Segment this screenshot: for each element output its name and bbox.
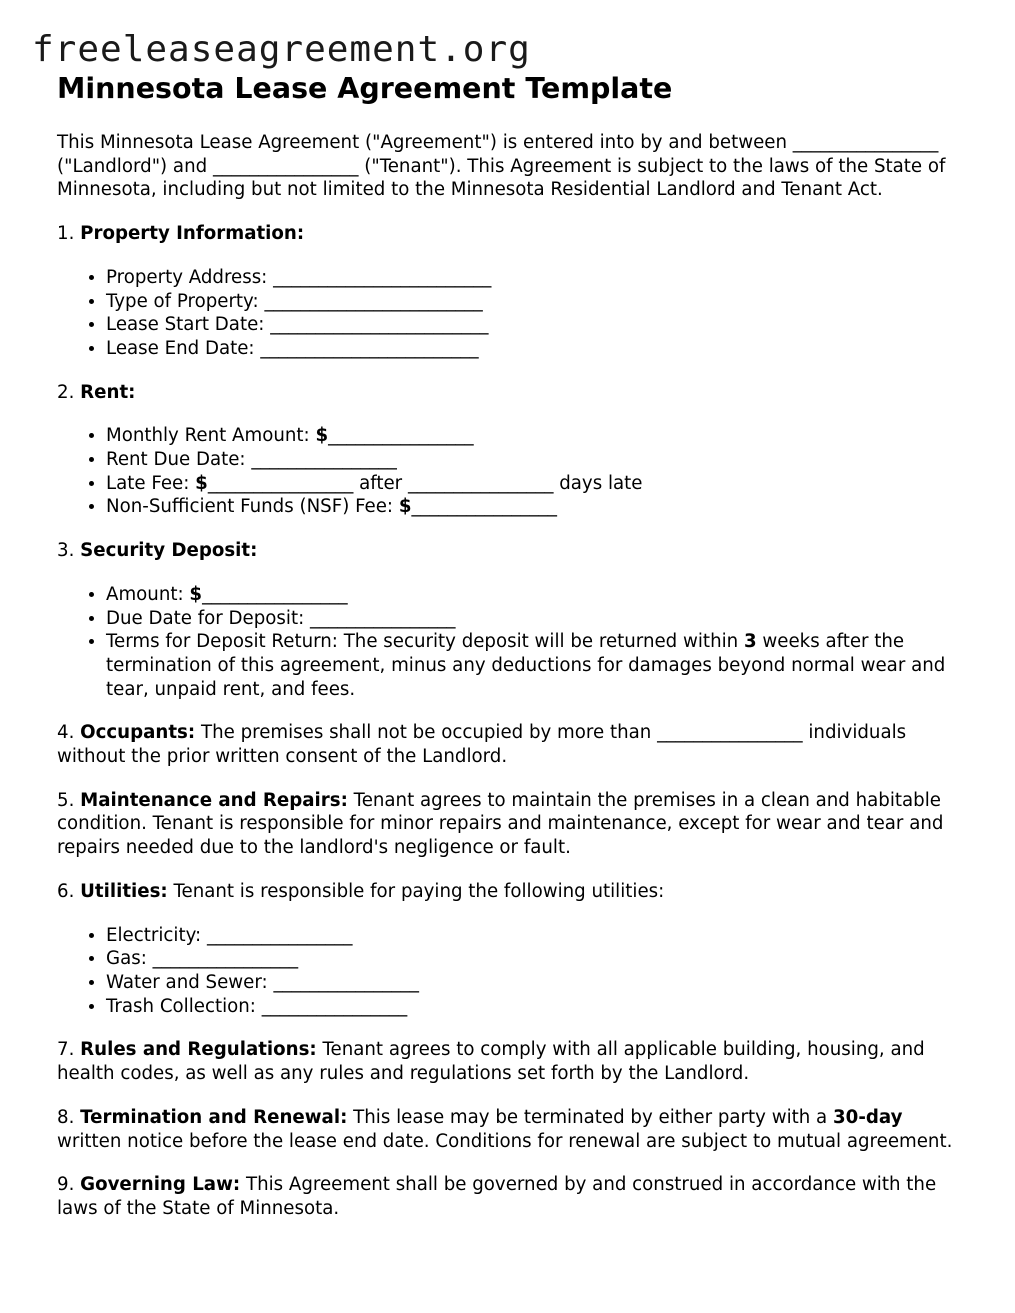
intro-paragraph: This Minnesota Lease Agreement ("Agreement") is entered into by and between ________________ ("Landlord") and ________________ ("Tenant"). This Agreement is subject to the laws of the State of Minnesota, including but not limited to the Minnesota Residential Landlord and Tenant Act. [57, 132, 946, 201]
section-heading: Rules and Regulations: [80, 1039, 317, 1061]
water-sewer-blank[interactable]: ________________ [273, 971, 419, 993]
rent-list [57, 424, 967, 519]
site-watermark: freeleaseagreement.org [32, 29, 531, 70]
electricity-blank[interactable]: ________________ [206, 924, 353, 946]
section-heading: Security Deposit: [80, 540, 258, 562]
list-item: • Non-Sufficient Funds (NSF) Fee: $________________ [106, 495, 967, 519]
section-security-deposit: 3. Security Deposit: [57, 540, 258, 562]
list-item: • Type of Property: ________________________ [106, 290, 967, 314]
utilities-list [57, 924, 967, 1019]
section-utilities: 6. Utilities: Tenant is responsible for paying the following utilities: [57, 880, 665, 902]
list-item: • Gas: ________________ [106, 947, 967, 971]
lease-end-blank[interactable]: ________________________ [260, 337, 479, 359]
list-item: • Monthly Rent Amount: $________________ [106, 424, 967, 448]
deposit-amount-blank[interactable]: ________________ [202, 583, 348, 605]
section-heading: Maintenance and Repairs: [80, 789, 348, 811]
list-item: • Water and Sewer: ________________ [106, 971, 967, 995]
list-item: • Property Address: ________________________ [106, 266, 967, 290]
lease-start-blank[interactable]: ________________________ [270, 314, 489, 336]
late-fee-blank[interactable]: ________________ [207, 472, 354, 494]
list-item: • Electricity: ________________ [106, 924, 967, 948]
late-days-blank[interactable]: ________________ [407, 472, 554, 494]
section-maintenance: 5. Maintenance and Repairs: Tenant agrees to maintain the premises in a clean and habitable condition. Tenant is responsible for minor repairs and maintenance, except for wear and tear and repairs needed due to the landlord's negligence or fault. [57, 789, 944, 859]
property-address-blank[interactable]: ________________________ [273, 266, 492, 288]
trash-blank[interactable]: ________________ [261, 995, 408, 1017]
list-item: • Terms for Deposit Return: The security deposit will be returned within 3 weeks after the termination of this agreement, minus any deductions for damages beyond normal wear and tear, unpaid rent, and fees. [106, 630, 967, 701]
section-heading: Utilities: [80, 880, 168, 902]
deposit-due-blank[interactable]: ________________ [310, 607, 456, 629]
list-item: • Amount: $________________ [106, 583, 967, 607]
section-heading: Property Information: [80, 223, 305, 245]
occupants-blank[interactable]: ________________ [657, 722, 803, 744]
section-heading: Rent: [80, 381, 136, 403]
rent-due-blank[interactable]: ________________ [251, 449, 397, 471]
section-heading: Governing Law: [80, 1174, 241, 1196]
list-item: • Trash Collection: ________________ [106, 995, 967, 1019]
section-heading: Occupants: [80, 722, 196, 744]
section-rules: 7. Rules and Regulations: Tenant agrees to comply with all applicable building, housing, and health codes, as well as any rules and regulations set forth by the Landlord. [57, 1039, 925, 1085]
landlord-blank[interactable]: ________________ [792, 132, 939, 153]
tenant-blank[interactable]: ________________ [212, 155, 359, 177]
list-item: • Late Fee: $________________ after ________________ days late [106, 472, 967, 496]
document-title: Minnesota Lease Agreement Template [57, 72, 673, 105]
section-heading: Termination and Renewal: [80, 1106, 348, 1128]
list-item: • Lease End Date: ________________________ [106, 337, 967, 361]
section-termination: 8. Termination and Renewal: This lease may be terminated by either party with a 30-day written notice before the lease end date. Conditions for renewal are subject to mutual agreement. [57, 1106, 953, 1152]
section-rent: 2. Rent: [57, 381, 136, 403]
list-item: • Due Date for Deposit: ________________ [106, 607, 967, 631]
nsf-fee-blank[interactable]: ________________ [411, 496, 557, 518]
section-property-information: 1. Property Information: [57, 223, 305, 245]
monthly-rent-blank[interactable]: ________________ [328, 425, 474, 447]
section-occupants: 4. Occupants: The premises shall not be occupied by more than ________________ individuals without the prior written consent of the Landlord. [57, 722, 907, 768]
deposit-list [57, 583, 967, 702]
lease-document [57, 70, 967, 1221]
list-item: • Lease Start Date: ________________________ [106, 313, 967, 337]
section-governing-law: 9. Governing Law: This Agreement shall be governed by and construed in accordance with the laws of the State of Minnesota. [57, 1174, 937, 1219]
gas-blank[interactable]: ________________ [152, 948, 299, 970]
property-list [57, 266, 967, 361]
list-item: • Rent Due Date: ________________ [106, 448, 967, 472]
property-type-blank[interactable]: ________________________ [264, 290, 483, 312]
